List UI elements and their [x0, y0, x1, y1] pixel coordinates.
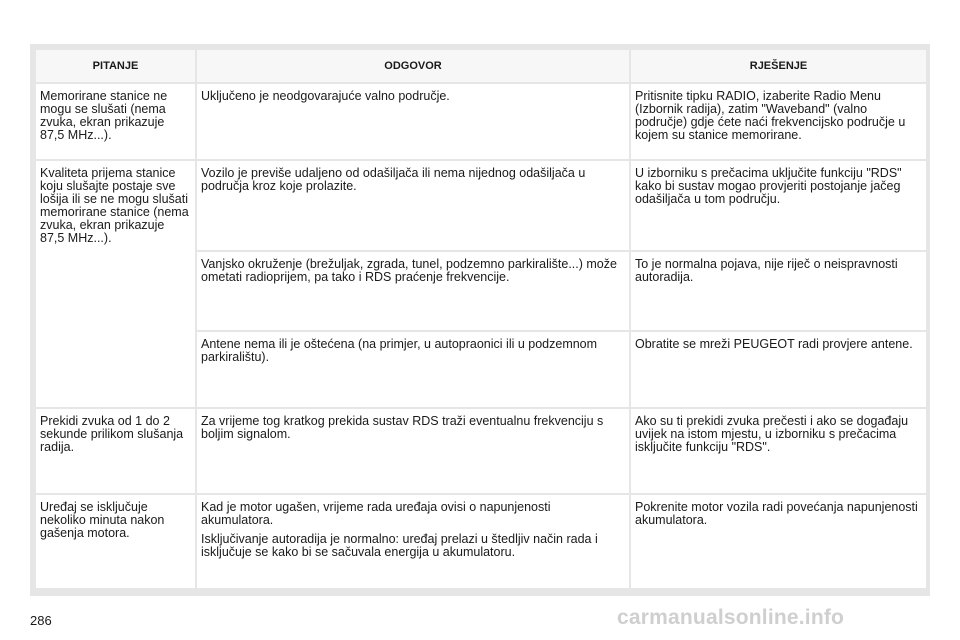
answer-cell	[197, 161, 629, 250]
page-number: 286	[30, 613, 52, 628]
answer-cell	[197, 84, 629, 159]
solution-cell: Pritisnite tipku RADIO, izaberite Radio Menu (Izbornik radija), zatim "Waveband" (valno područje) gdje ćete naći frekvencijsko područje u kojem su stanice memorirane.	[631, 84, 926, 159]
answer-text: Isključivanje autoradija je normalno: uređaj prelazi u štedljiv način rada i isključuje se kako bi se sačuvala energija u akumulatoru.	[201, 532, 598, 559]
answer-text: Uključeno je neodgovarajuće valno područje.	[201, 89, 450, 103]
answer-text: Kad je motor ugašen, vrijeme rada uređaja ovisi o napunjenosti akumulatora.	[201, 500, 551, 527]
question-cell: Kvaliteta prijema stanice koju slušajte postaje sve lošija ili se ne mogu slušati memorirane stanice (nema zvuka, ekran prikazuje 87,5 MHz...).	[36, 161, 195, 407]
answer-text: Za vrijeme tog kratkog prekida sustav RDS traži eventualnu frekvenciju s boljim signalom.	[201, 414, 604, 441]
answer-text: Vanjsko okruženje (brežuljak, zgrada, tunel, podzemno parkiralište...) može ometati radioprijem, pa tako i RDS praćenje frekvencije.	[201, 257, 617, 284]
question-cell: Prekidi zvuka od 1 do 2 sekunde prilikom slušanja radija.	[36, 409, 195, 493]
table-header-row	[36, 50, 926, 82]
solution-cell: U izborniku s prečacima uključite funkciju "RDS" kako bi sustav mogao provjeriti postojanje jačeg odašiljača u tom području.	[631, 161, 926, 250]
answer-text: Antene nema ili je oštećena (na primjer, u autopraonici ili u podzemnom parkiralištu).	[201, 337, 598, 364]
question-cell: Memorirane stanice ne mogu se slušati (nema zvuka, ekran prikazuje 87,5 MHz...).	[36, 84, 195, 159]
watermark-text[interactable]: carmanualsonline.info	[617, 606, 845, 629]
header-answer: ODGOVOR	[197, 50, 629, 82]
answer-cell	[197, 252, 629, 330]
table-row	[36, 409, 926, 493]
solution-cell: Ako su ti prekidi zvuka prečesti i ako se događaju uvijek na istom mjestu, u izborniku s prečacima isključite funkciju "RDS".	[631, 409, 926, 493]
table-row	[36, 84, 926, 159]
troubleshooting-table	[34, 48, 928, 590]
answer-cell	[197, 332, 629, 407]
answer-cell	[197, 409, 629, 493]
table-row	[36, 495, 926, 588]
question-cell: Uređaj se isključuje nekoliko minuta nakon gašenja motora.	[36, 495, 195, 588]
header-question: PITANJE	[36, 50, 195, 82]
header-solution: RJEŠENJE	[631, 50, 926, 82]
table-row	[36, 161, 926, 250]
solution-cell: To je normalna pojava, nije riječ o neispravnosti autoradija.	[631, 252, 926, 330]
solution-cell: Obratite se mreži PEUGEOT radi provjere antene.	[631, 332, 926, 407]
solution-cell: Pokrenite motor vozila radi povećanja napunjenosti akumulatora.	[631, 495, 926, 588]
answer-text: Vozilo je previše udaljeno od odašiljača ili nema nijednog odašiljača u područja kroz koje prolazite.	[201, 166, 586, 193]
answer-cell	[197, 495, 629, 588]
